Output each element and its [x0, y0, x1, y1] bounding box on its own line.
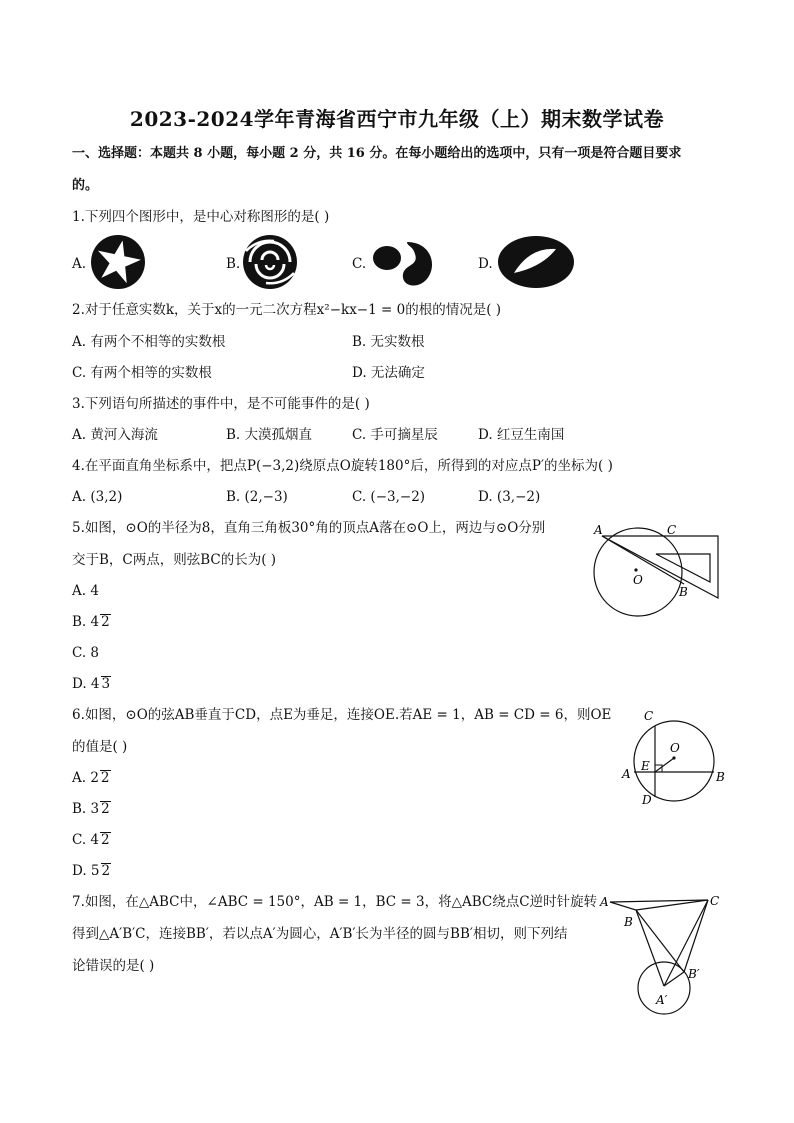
q5-stem-line1: 5.如图，⊙O的半径为8，直角三角板30°角的顶点A落在⊙O上，两边与⊙O分别 — [72, 520, 546, 536]
q7-label-a-prime: A′ — [656, 993, 668, 1007]
q6-stem-line1: 6.如图，⊙O的弦AB垂直于CD，点E为垂足，连接OE.若AE = 1，AB = CD = 6，则OE — [72, 707, 612, 723]
q1-option-a-label: A. — [72, 256, 87, 272]
q4-stem: 4.在平面直角坐标系中，把点P(−3,2)绕原点O旋转180°后，所得到的对应点P′的坐标为( ) — [72, 458, 613, 474]
q7-stem-line2: 得到△A′B′C，连接BB′，若以点A′为圆心，A′B′长为半径的圆与BB′相切，则下列结 — [72, 926, 568, 942]
q3-option-a: A. 黄河入海流 — [72, 427, 158, 443]
q6-option-b: B. 3 2 — [72, 801, 110, 817]
q3-option-b: B. 大漠孤烟直 — [226, 427, 313, 443]
q1-figure-a-star — [88, 233, 148, 291]
q5-stem-line2: 交于B，C两点，则弦BC的长为( ) — [72, 552, 277, 568]
q1-figure-c-blobs — [367, 232, 437, 292]
q6-label-b: B — [716, 770, 725, 784]
q6-option-c: C. 4 2 — [72, 832, 110, 848]
q1-stem: 1.下列四个图形中，是中心对称图形的是( ) — [72, 209, 330, 225]
q2-option-a: A. 有两个不相等的实数根 — [72, 334, 226, 350]
q5-option-b: B. 4 2 — [72, 614, 110, 630]
q5-label-o: O — [633, 573, 643, 587]
q2-option-c: C. 有两个相等的实数根 — [72, 365, 212, 381]
q7-stem-line3: 论错误的是( ) — [72, 958, 155, 974]
q5-option-d: D. 4 3 — [72, 676, 111, 692]
q1-option-c-label: C. — [352, 256, 367, 272]
q4-option-b: B. (2,−3) — [226, 489, 288, 505]
q7-stem-line1: 7.如图，在△ABC中，∠ABC = 150°，AB = 1，BC = 3，将△ABC绕点C逆时针旋转 — [72, 894, 598, 910]
q7-figure-rotation — [596, 890, 730, 1018]
q6-figure-circle-chords — [620, 706, 728, 810]
q1-option-b-label: B. — [226, 256, 241, 272]
q4-option-c: C. (−3,−2) — [352, 489, 426, 505]
page-title: 2023-2024学年青海省西宁市九年级（上）期末数学试卷 — [129, 107, 665, 131]
q6-label-e: E — [641, 759, 650, 773]
q2-stem: 2.对于任意实数k，关于x的一元二次方程x²−kx−1 = 0的根的情况是( ) — [72, 302, 502, 318]
q4-option-d: D. (3,−2) — [478, 489, 541, 505]
q2-option-b: B. 无实数根 — [352, 334, 425, 350]
q6-option-a: A. 2 2 — [72, 770, 110, 786]
q6-option-d: D. 5 2 — [72, 863, 111, 879]
section-instructions-line2: 的。 — [72, 178, 99, 193]
q5-label-a: A — [594, 523, 603, 537]
q7-label-a: A — [600, 895, 609, 909]
q1-figure-b-swirl — [240, 233, 300, 291]
q7-label-b-prime: B′ — [688, 967, 700, 981]
q2-option-d: D. 无法确定 — [352, 365, 425, 381]
q1-figure-d-crescent — [494, 233, 576, 291]
q4-option-a: A. (3,2) — [72, 489, 123, 505]
q3-stem: 3.下列语句所描述的事件中，是不可能事件的是( ) — [72, 396, 370, 412]
q6-stem-line2: 的值是( ) — [72, 739, 128, 755]
q7-label-c: C — [710, 894, 720, 908]
q5-label-c: C — [667, 523, 677, 537]
q1-option-d-label: D. — [478, 256, 493, 272]
q3-option-d: D. 红豆生南国 — [478, 427, 565, 443]
q6-label-d: D — [642, 793, 652, 807]
q5-figure-circle-triangle — [588, 518, 726, 618]
section-instructions-line1: 一、选择题：本题共 8 小题，每小题 2 分，共 16 分。在每小题给出的选项中，只有一项是符合题目要求 — [72, 146, 682, 161]
q5-label-b: B — [679, 585, 688, 599]
q6-label-c: C — [644, 709, 654, 723]
q6-label-a: A — [622, 767, 631, 781]
q5-option-c: C. 8 — [72, 645, 100, 661]
q3-option-c: C. 手可摘星辰 — [352, 427, 438, 443]
q7-label-b: B — [624, 915, 633, 929]
q6-label-o: O — [670, 741, 680, 755]
q5-option-a: A. 4 — [72, 583, 99, 599]
